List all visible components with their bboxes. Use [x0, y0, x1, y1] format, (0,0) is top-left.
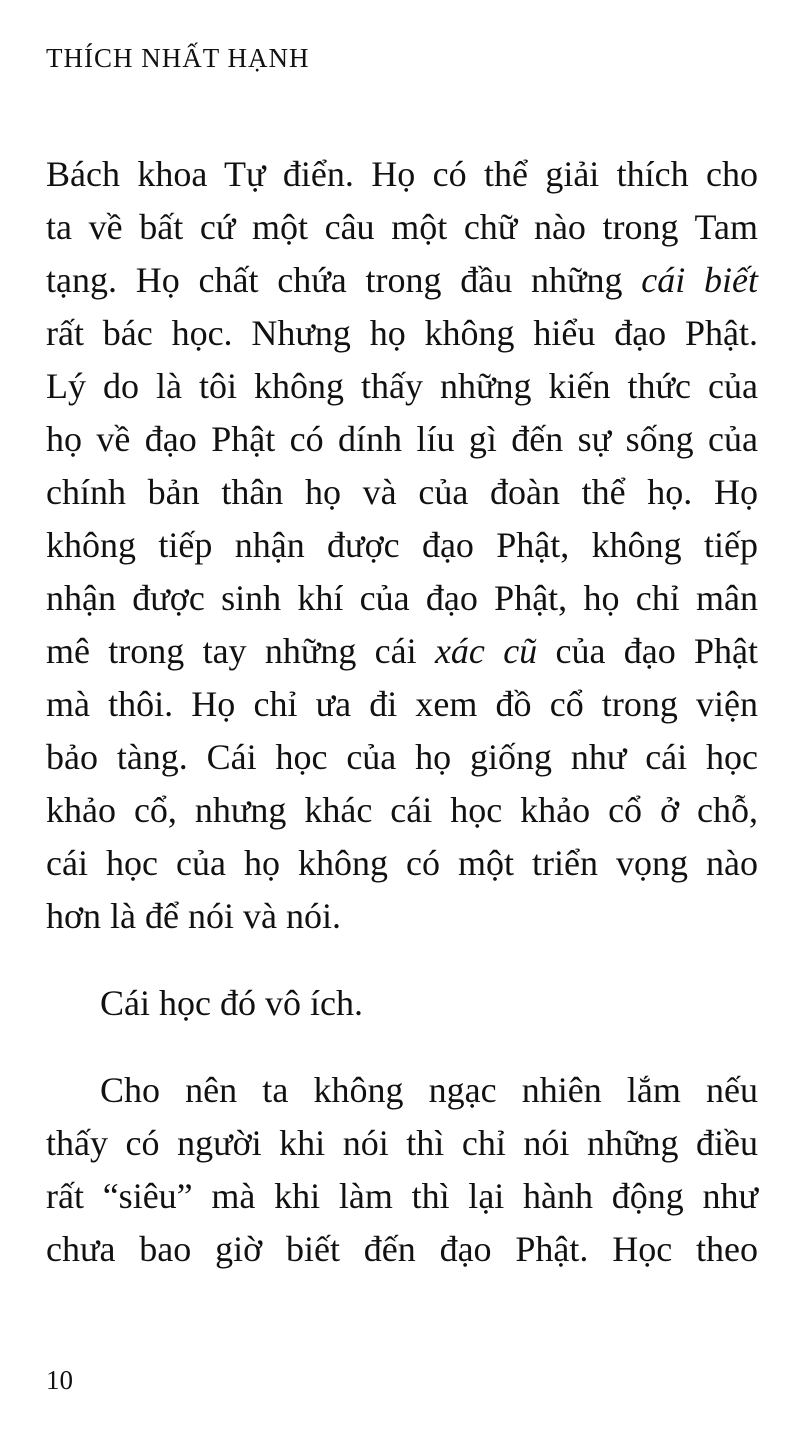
- text-run: rất bác học. Nhưng họ không hiểu đạo Phật.: [46, 313, 758, 353]
- text-run: họ về đạo Phật có dính líu gì đến sự sống của: [46, 419, 758, 459]
- text-run: Cái học đó vô ích.: [100, 983, 363, 1023]
- text-line: [46, 977, 758, 1030]
- text-run: Bách khoa Tự điển. Họ có thể giải thích cho: [46, 154, 758, 194]
- text-run: Cho nên ta không ngạc nhiên lắm nếu: [100, 1070, 758, 1110]
- text-run: thấy có người khi nói thì chỉ nói những điều: [46, 1123, 758, 1163]
- text-line: [46, 254, 758, 307]
- text-run: tạng. Họ chất chứa trong đầu những: [46, 260, 642, 300]
- paragraph: [46, 148, 758, 943]
- text-run: bảo tàng. Cái học của họ giống như cái học: [46, 737, 758, 777]
- text-run: mê trong tay những cái: [46, 631, 435, 671]
- text-run: Lý do là tôi không thấy những kiến thức của: [46, 366, 758, 406]
- text-line: [46, 148, 758, 201]
- text-line: [46, 890, 758, 943]
- text-line: [46, 1117, 758, 1170]
- running-head: THÍCH NHẤT HẠNH: [46, 43, 310, 73]
- body-text: [46, 148, 758, 1276]
- text-line: [46, 413, 758, 466]
- text-run: chính bản thân họ và của đoàn thể họ. Họ: [46, 472, 758, 512]
- text-run: ta về bất cứ một câu một chữ nào trong Tam: [46, 207, 758, 247]
- text-line: [46, 201, 758, 254]
- text-run: hơn là để nói và nói.: [46, 896, 341, 936]
- text-line: [46, 678, 758, 731]
- text-run: cái học của họ không có một triển vọng nào: [46, 843, 758, 883]
- text-line: [46, 1170, 758, 1223]
- text-line: [46, 1064, 758, 1117]
- text-line: [46, 784, 758, 837]
- text-line: [46, 307, 758, 360]
- text-run: khảo cổ, nhưng khác cái học khảo cổ ở chỗ,: [46, 790, 758, 830]
- paragraph-gap: [46, 1030, 758, 1064]
- italic-text: xác cũ: [434, 631, 538, 671]
- page-number: 10: [46, 1365, 73, 1395]
- text-run: của đạo Phật: [537, 631, 759, 671]
- text-line: [46, 572, 758, 625]
- paragraph: [46, 977, 758, 1030]
- text-line: [46, 519, 758, 572]
- text-run: rất “siêu” mà khi làm thì lại hành động như: [46, 1176, 758, 1216]
- text-run: mà thôi. Họ chỉ ưa đi xem đồ cổ trong viện: [46, 684, 758, 724]
- text-line: [46, 837, 758, 890]
- paragraph-gap: [46, 943, 758, 977]
- text-line: [46, 360, 758, 413]
- paragraph: [46, 1064, 758, 1276]
- text-line: [46, 731, 758, 784]
- text-run: không tiếp nhận được đạo Phật, không tiếp: [46, 525, 758, 565]
- text-line: [46, 466, 758, 519]
- text-run: nhận được sinh khí của đạo Phật, họ chỉ mân: [46, 578, 758, 618]
- italic-text: cái biết: [641, 260, 758, 300]
- text-line: [46, 625, 758, 678]
- text-run: chưa bao giờ biết đến đạo Phật. Học theo: [46, 1229, 758, 1269]
- text-line: [46, 1223, 758, 1276]
